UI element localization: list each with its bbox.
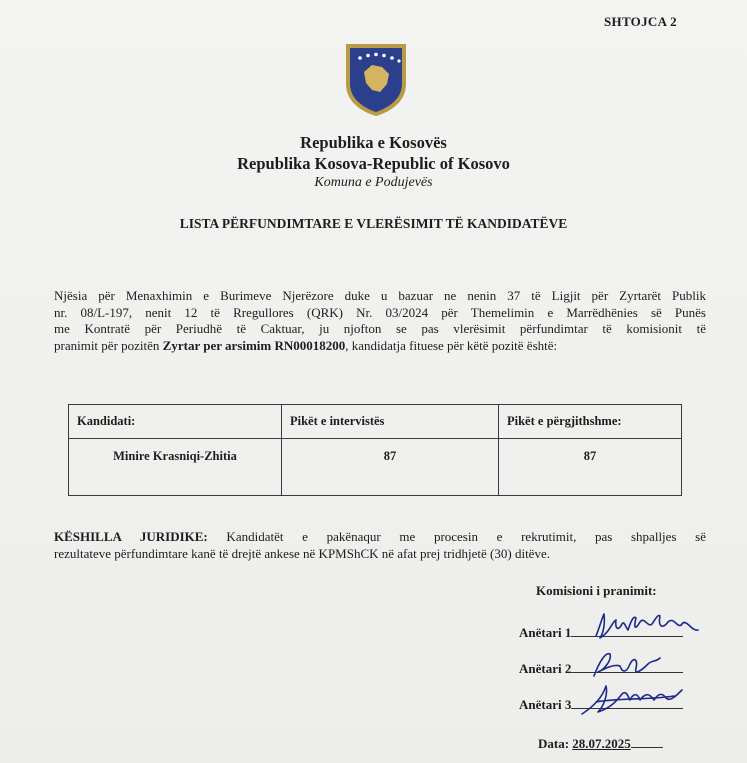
header-total-points: Pikët e përgjithshme: [499,405,682,439]
legal-line-1 [54,529,706,546]
intro-line-2: nr. 08/L-197, nenit 12 të Rregullores (QRK) Nr. 03/2024 për Themelimin e Marrëdhënies së Punës [54,304,706,320]
legal-line-1-text: Kandidatët e pakënaqur me procesin e rekrutimit, pas shpalljes së [207,529,706,544]
annex-label: SHTOJCA 2 [604,14,677,29]
republic-name-multilingual: Republika Kosova-Republic of Kosovo [237,154,510,173]
member-2-label: Anëtari 2 [519,661,572,676]
date-line [631,746,663,748]
republic-name-sq: Republika e Kosovës [300,133,447,152]
committee-title: Komisioni i pranimit: [536,583,657,598]
intro-line-4 [54,338,706,355]
results-table [68,404,682,496]
header-candidate: Kandidati: [69,405,282,439]
signature-1-icon [590,608,702,644]
total-points: 87 [499,439,682,496]
intro-line-4-pre: pranimit për pozitën [54,337,163,353]
date-label: Data: [538,736,573,751]
intro-line-1: Njësia për Menaxhimin e Burimeve Njerëzore duke u bazuar ne nenin 37 të Ligjit për Zyrtarët Publik [54,288,706,303]
intro-line-4-post: , kandidatja fituese për këtë pozitë është: [345,337,558,353]
signature-3-icon [578,680,690,720]
member-1-label: Anëtari 1 [519,625,572,640]
intro-line-3: me Kontratë për Periudhë të Caktuar, ju njofton se pas vlerësimit përfundimtar të komisionit të [54,321,706,336]
table-header-row [69,405,682,439]
document-title: LISTA PËRFUNDIMTARE E VLERËSIMIT TË KANDIDATËVE [179,216,568,231]
interview-points: 87 [282,439,499,496]
date-value: 28.07.2025 [572,736,631,751]
candidate-name: Minire Krasniqi-Zhitia [69,439,282,496]
kosovo-emblem-icon [342,40,410,118]
header-interview-points: Pikët e intervistës [282,405,499,439]
municipality-name: Komuna e Podujevës [314,175,433,190]
date [538,736,663,752]
table-row [69,439,682,496]
legal-advice [54,529,706,562]
legal-label: KËSHILLA JURIDIKE: [54,529,208,544]
signature-2-icon [586,646,666,682]
member-3-label: Anëtari 3 [519,697,572,712]
legal-line-2: rezultateve përfundimtare kanë të drejtë ankese në KPMShCK në afat prej tridhjetë (30) ditëve. [54,545,550,561]
intro-paragraph [54,288,706,354]
position-title: Zyrtar per arsimim RN00018200 [162,337,346,353]
